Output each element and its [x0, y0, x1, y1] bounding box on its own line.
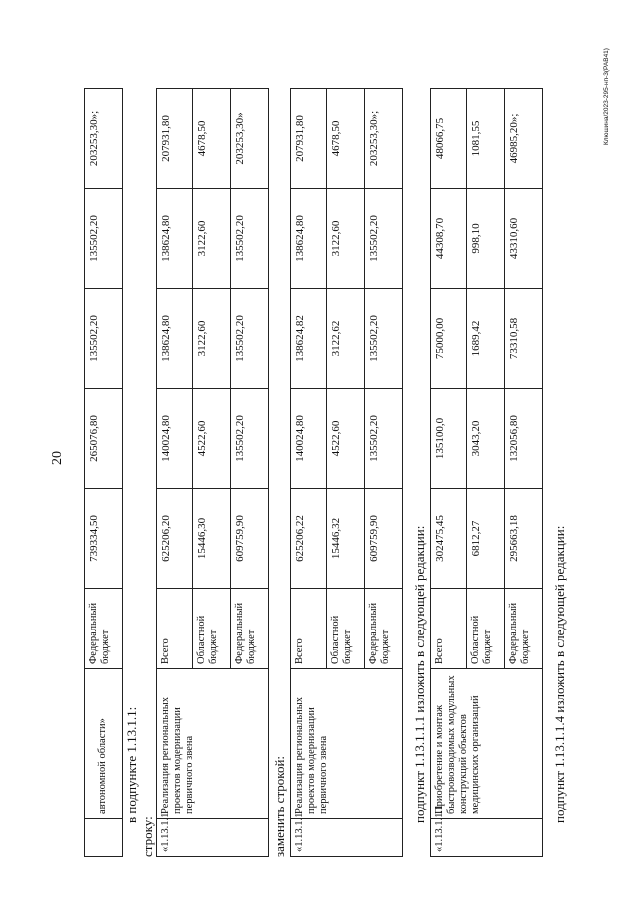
cell-value: 135502,20 [231, 289, 269, 389]
row-source: Всего [431, 589, 467, 669]
cell-total: 6812,27 [467, 489, 505, 589]
cell-value: 138624,80 [157, 289, 193, 389]
table-subpoint-row [430, 88, 543, 857]
cell-total: 609759,90 [231, 489, 269, 589]
page-number: 20 [50, 451, 65, 465]
row-code: «1.13.1.1.1 [431, 819, 543, 857]
cell-value: 3122,60 [327, 189, 365, 289]
cell-total: 295663,18 [505, 489, 543, 589]
cell-value: 46985,20»; [505, 89, 543, 189]
cell-value: 138624,80 [291, 189, 327, 289]
row-name: Реализация региональных проектов модернизации первичного звена [157, 669, 269, 819]
paragraph-subpoint: в подпункте 1.13.1.1: [124, 706, 139, 823]
paragraph-subpoint-edit-4: подпункт 1.13.1.1.4 изложить в следующей редакции: [552, 525, 567, 823]
cell-value: 4522,60 [327, 389, 365, 489]
row-source: Областной бюджет [193, 589, 231, 669]
table-row [85, 89, 123, 857]
cell-value: 3122,62 [327, 289, 365, 389]
table-row [157, 89, 193, 857]
row-source: Всего [291, 589, 327, 669]
cell-value: 203253,30»; [365, 89, 403, 189]
cell-total: 15446,30 [193, 489, 231, 589]
cell-total: 739334,50 [85, 489, 123, 589]
row-source: Областной бюджет [467, 589, 505, 669]
cell-total: 15446,32 [327, 489, 365, 589]
cell-value: 43310,60 [505, 189, 543, 289]
table-new-row [290, 88, 403, 857]
cell-value: 998,10 [467, 189, 505, 289]
row-source: Областной бюджет [327, 589, 365, 669]
cell-value: 135502,20 [231, 389, 269, 489]
cell-value: 140024,80 [157, 389, 193, 489]
cell-value: 75000,00 [431, 289, 467, 389]
row-source: Федеральный бюджет [365, 589, 403, 669]
cell-value: 3122,60 [193, 289, 231, 389]
row-source: Федеральный бюджет [85, 589, 123, 669]
cell-value: 203253,30» [231, 89, 269, 189]
row-name: Приобретение и монтаж быстровозводимых модульных конструкций объектов медицинских организаций [431, 669, 543, 819]
cell-value: 207931,80 [157, 89, 193, 189]
table-row [431, 89, 467, 857]
cell-value: 135100,0 [431, 389, 467, 489]
table-old-row [156, 88, 269, 857]
cell-value: 73310,58 [505, 289, 543, 389]
cell-total: 625206,20 [157, 489, 193, 589]
cell-value: 44308,70 [431, 189, 467, 289]
paragraph-replace: заменить строкой: [272, 755, 287, 857]
table-row [291, 89, 327, 857]
cell-value: 3043,20 [467, 389, 505, 489]
cell-value: 1689,42 [467, 289, 505, 389]
row-source: Федеральный бюджет [505, 589, 543, 669]
cell-value: 4522,60 [193, 389, 231, 489]
row-code: «1.13.1.1 [157, 819, 269, 857]
cell-value: 135502,20 [231, 189, 269, 289]
cell-value: 4678,50 [327, 89, 365, 189]
paragraph-subpoint-edit: подпункт 1.13.1.1.1 изложить в следующей редакции: [412, 525, 427, 823]
row-name: Реализация региональных проектов модернизации первичного звена [291, 669, 403, 819]
cell-value: 135502,20 [365, 189, 403, 289]
cell-value: 3122,60 [193, 189, 231, 289]
document-footer-id: Клюшина/2023-295-нп-3(РАВ41) [603, 48, 610, 145]
cell-value: 138624,82 [291, 289, 327, 389]
cell-value: 265076,80 [85, 389, 123, 489]
cell-value: 4678,50 [193, 89, 231, 189]
table-continuation [84, 88, 123, 857]
cell-total: 625206,22 [291, 489, 327, 589]
cell-value: 138624,80 [157, 189, 193, 289]
row-code [85, 819, 123, 857]
cell-value: 203253,30»; [85, 89, 123, 189]
row-source: Всего [157, 589, 193, 669]
cell-value: 140024,80 [291, 389, 327, 489]
cell-value: 48066,75 [431, 89, 467, 189]
row-source: Федеральный бюджет [231, 589, 269, 669]
cell-value: 135502,20 [365, 389, 403, 489]
row-code: «1.13.1.1 [291, 819, 403, 857]
row-name: автономной области» [85, 669, 123, 819]
cell-value: 135502,20 [365, 289, 403, 389]
cell-value: 1081,55 [467, 89, 505, 189]
cell-value: 132056,80 [505, 389, 543, 489]
cell-total: 302475,45 [431, 489, 467, 589]
paragraph-row-label: строку: [140, 816, 155, 857]
cell-value: 207931,80 [291, 89, 327, 189]
cell-value: 135502,20 [85, 289, 123, 389]
cell-total: 609759,90 [365, 489, 403, 589]
cell-value: 135502,20 [85, 189, 123, 289]
